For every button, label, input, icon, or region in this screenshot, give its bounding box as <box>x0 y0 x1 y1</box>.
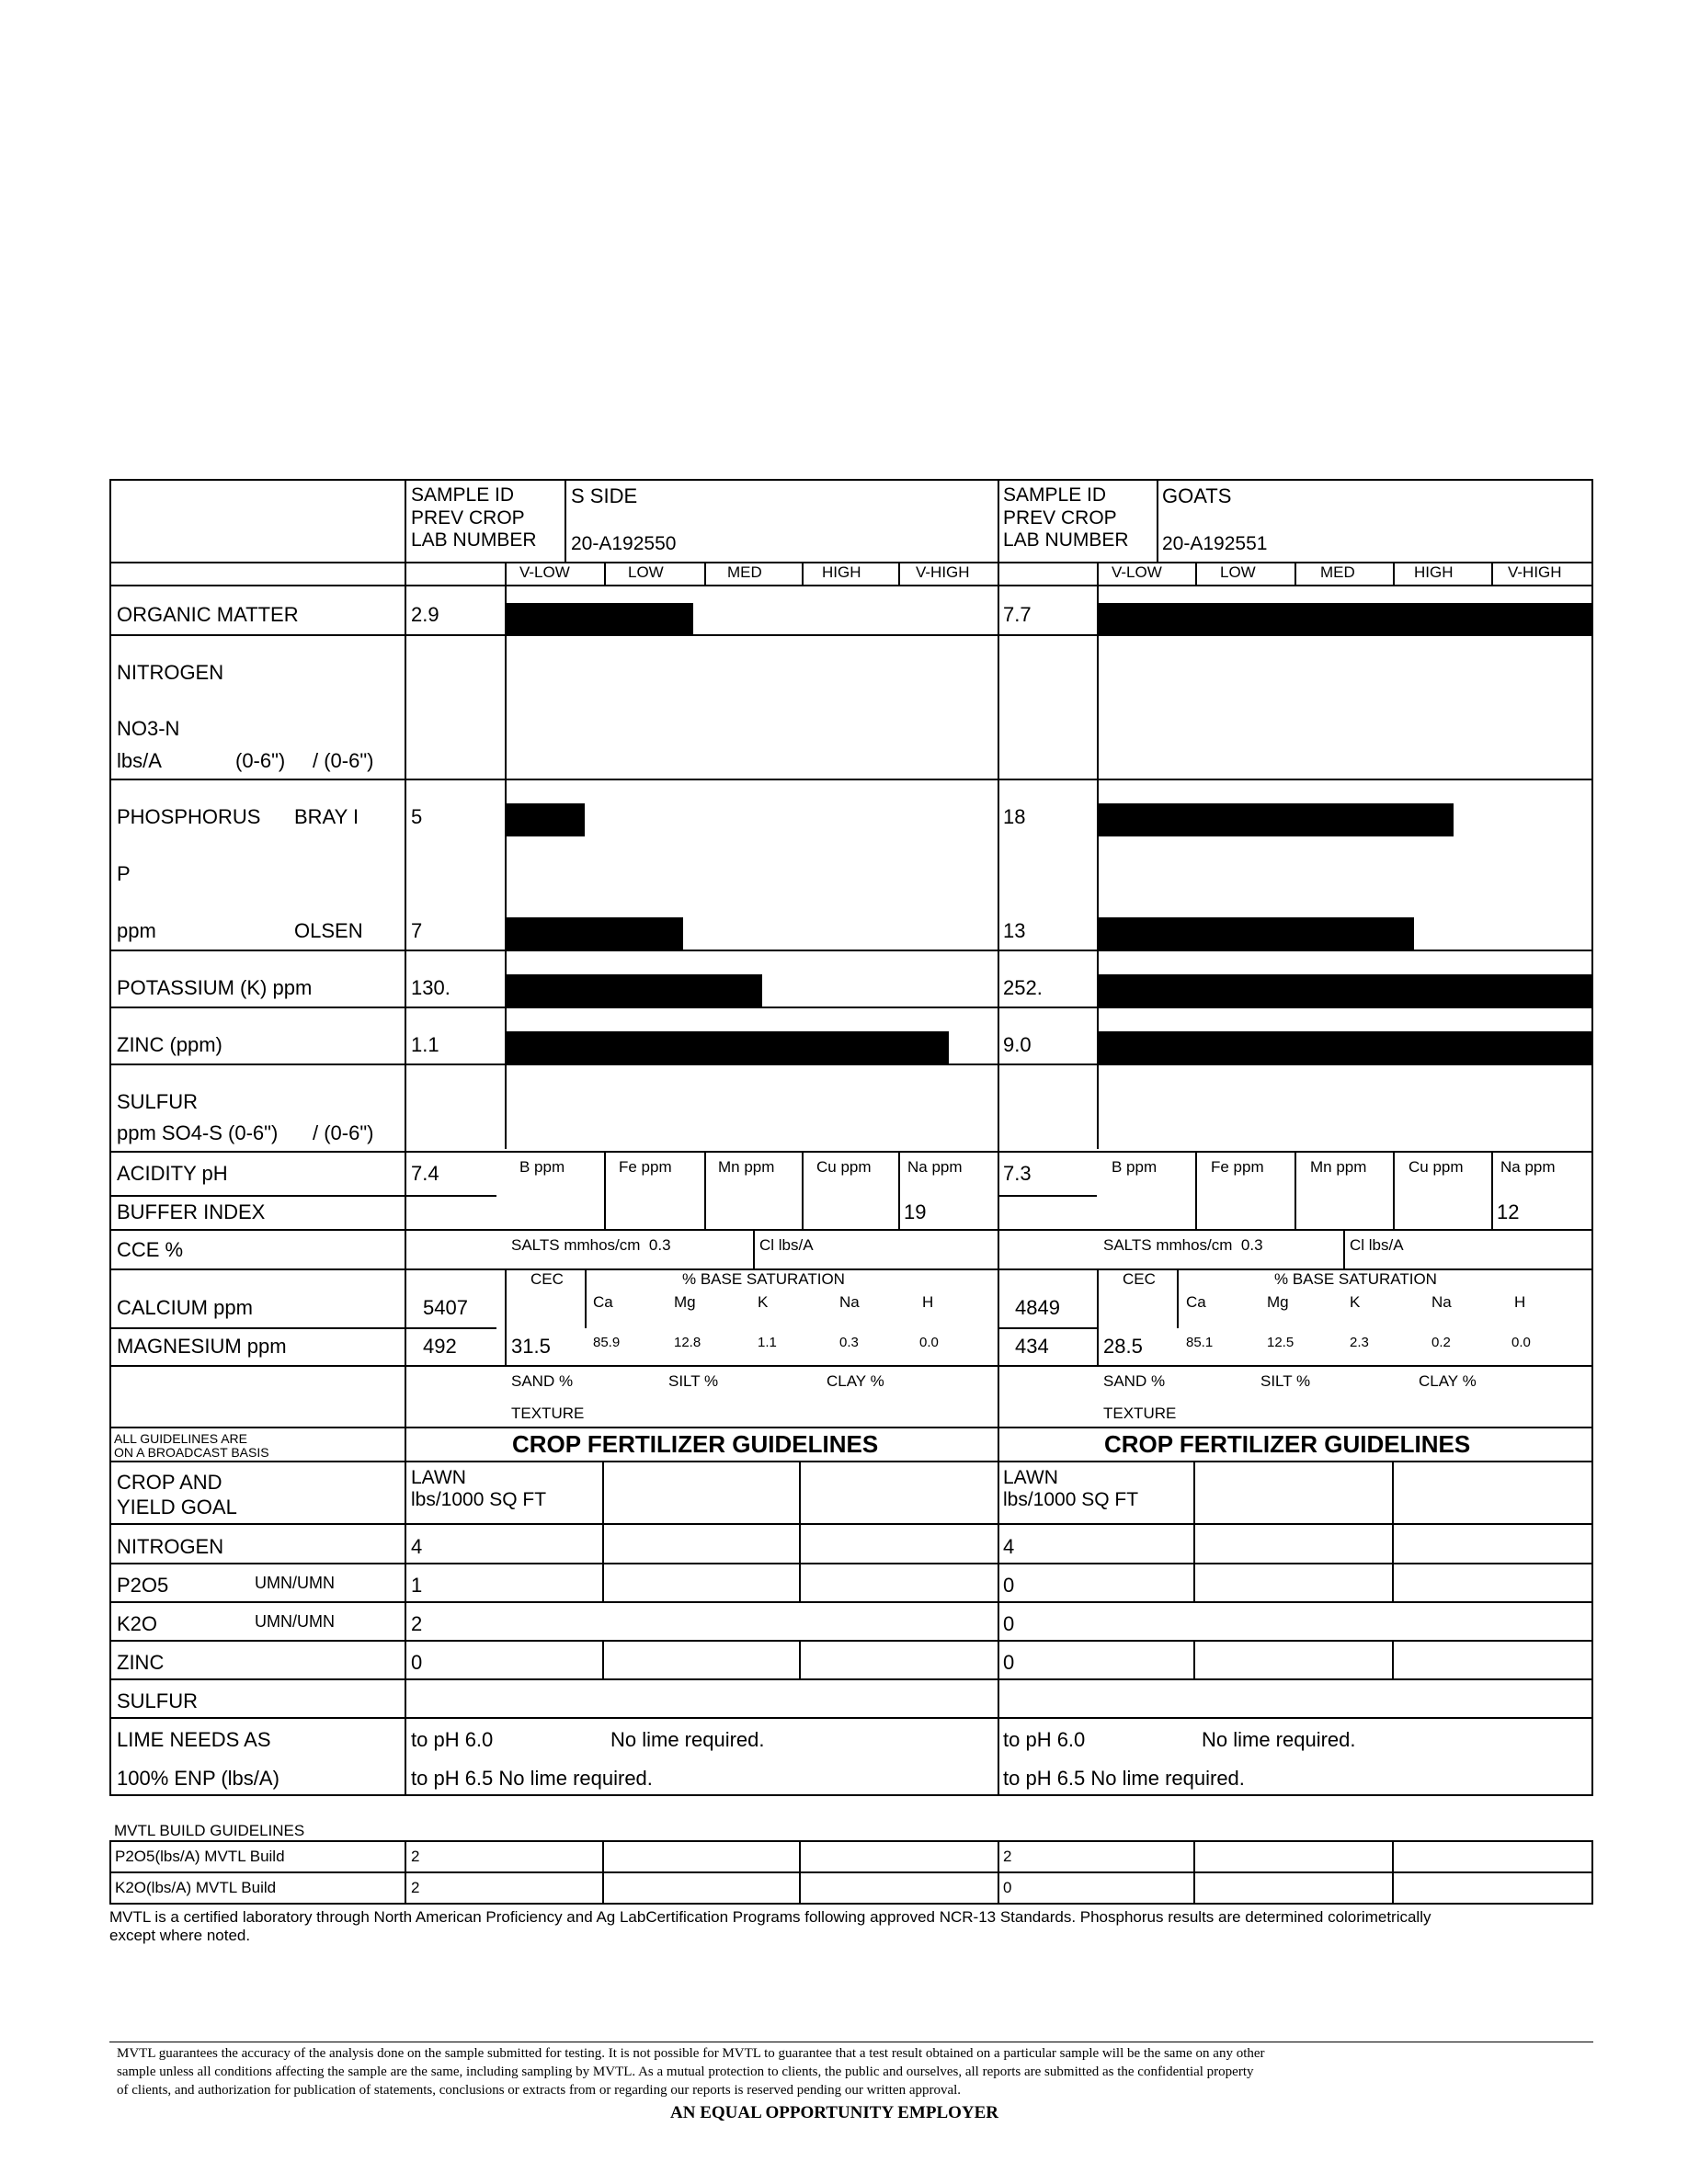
na-pct: 0.2 <box>1431 1335 1451 1350</box>
na-label: Na <box>1431 1293 1452 1311</box>
label-cce: CCE % <box>117 1238 184 1261</box>
salts-value: 0.3 <box>1240 1236 1263 1254</box>
build-p2o5-value: 2 <box>1003 1848 1012 1865</box>
lime-ph60-note: No lime required. <box>610 1728 765 1751</box>
lime-ph60-note: No lime required. <box>1202 1728 1356 1751</box>
level-bar <box>1099 917 1414 950</box>
k2o-rec: 0 <box>1003 1612 1015 1635</box>
na-ppm-label: Na ppm <box>1500 1158 1556 1176</box>
k-label: K <box>758 1293 769 1311</box>
mg-pct: 12.5 <box>1267 1335 1295 1350</box>
label-calcium: CALCIUM ppm <box>117 1296 253 1319</box>
na-ppm-value: 12 <box>1497 1200 1520 1223</box>
lab-number-label: LAB NUMBER <box>1003 529 1129 551</box>
lab-number-value: 20-A192550 <box>571 533 677 554</box>
level-vlow: V-LOW <box>519 563 570 581</box>
lime-ph65: to pH 6.5 No lime required. <box>411 1767 653 1790</box>
b-ppm-label: B ppm <box>519 1158 565 1176</box>
phos-bray-value: 5 <box>411 805 423 828</box>
label-sulfur-depth: / (0-6") <box>313 1121 374 1144</box>
level-bar <box>507 917 683 950</box>
base-sat-label: % BASE SATURATION <box>1274 1270 1437 1288</box>
build-p2o5-label: P2O5(lbs/A) MVTL Build <box>115 1848 285 1865</box>
level-high: HIGH <box>1414 563 1454 581</box>
salts-value: 0.3 <box>648 1236 671 1254</box>
build-k2o-label: K2O(lbs/A) MVTL Build <box>115 1879 277 1896</box>
potassium-value: 130. <box>411 976 451 999</box>
cec-value: 31.5 <box>511 1335 551 1358</box>
phos-olsen-value: 7 <box>411 919 423 942</box>
label-organic-matter: ORGANIC MATTER <box>117 603 299 626</box>
cu-ppm-label: Cu ppm <box>816 1158 872 1176</box>
crop-label-1: CROP AND <box>117 1471 222 1494</box>
prev-crop-label: PREV CROP <box>1003 507 1117 529</box>
organic-matter-value: 7.7 <box>1003 603 1032 626</box>
equal-opportunity: AN EQUAL OPPORTUNITY EMPLOYER <box>670 2103 999 2122</box>
label-no3n: NO3-N <box>117 717 180 740</box>
salts-label: SALTS mmhos/cm 0.3 <box>1103 1236 1263 1254</box>
zinc-value: 9.0 <box>1003 1033 1032 1056</box>
magnesium-value: 434 <box>1015 1335 1049 1358</box>
cec-label: CEC <box>530 1270 564 1288</box>
cl-label: Cl lbs/A <box>1350 1236 1404 1254</box>
k2o-rec: 2 <box>411 1612 423 1635</box>
build-p2o5-value: 2 <box>411 1848 420 1865</box>
fe-ppm-label: Fe ppm <box>1211 1158 1264 1176</box>
level-bar <box>507 1031 949 1064</box>
label-magnesium: MAGNESIUM ppm <box>117 1335 287 1358</box>
ca-label: Ca <box>1186 1293 1206 1311</box>
label-nitrogen: NITROGEN <box>117 661 224 684</box>
label-bray: BRAY I <box>294 805 359 828</box>
broadcast-note-1: ALL GUIDELINES ARE <box>114 1431 247 1446</box>
lime-label-1: LIME NEEDS AS <box>117 1728 271 1751</box>
label-phosphorus: PHOSPHORUS <box>117 805 261 828</box>
ca-pct: 85.1 <box>1186 1335 1214 1350</box>
level-low: LOW <box>1220 563 1256 581</box>
sulfur-label: SULFUR <box>117 1689 199 1712</box>
cec-label: CEC <box>1123 1270 1156 1288</box>
cec-value: 28.5 <box>1103 1335 1143 1358</box>
h-label: H <box>922 1293 934 1311</box>
zinc-rec: 0 <box>411 1651 423 1674</box>
lab-number-value: 20-A192551 <box>1162 533 1268 554</box>
label-depth1: (0-6") <box>235 749 286 772</box>
b-ppm-label: B ppm <box>1112 1158 1158 1176</box>
calcium-value: 4849 <box>1015 1296 1060 1319</box>
h-label: H <box>1514 1293 1526 1311</box>
texture-label: TEXTURE <box>511 1405 585 1422</box>
prev-crop-label: PREV CROP <box>411 507 525 529</box>
certification-text: MVTL is a certified laboratory through North American Proficiency and Ag LabCertification Programs following approved NCR-13 Standards. Phosphorus results are determined colorimetrically <box>109 1908 1431 1926</box>
sample-id-value: GOATS <box>1162 484 1232 507</box>
n-rec: 4 <box>411 1535 423 1558</box>
sand-label: SAND % <box>1103 1372 1166 1390</box>
phos-bray-value: 18 <box>1003 805 1026 828</box>
ca-pct: 85.9 <box>593 1335 621 1350</box>
mn-ppm-label: Mn ppm <box>1310 1158 1367 1176</box>
broadcast-note-2: ON A BROADCAST BASIS <box>114 1445 269 1460</box>
level-high: HIGH <box>822 563 861 581</box>
sample-id-label: SAMPLE ID <box>1003 484 1107 506</box>
ph-value: 7.4 <box>411 1162 439 1185</box>
level-med: MED <box>727 563 762 581</box>
label-p: P <box>117 862 131 885</box>
silt-label: SILT % <box>1260 1372 1311 1390</box>
na-ppm-label: Na ppm <box>907 1158 963 1176</box>
lime-ph60: to pH 6.0 <box>1003 1728 1086 1751</box>
p2o5-label: P2O5 <box>117 1574 169 1597</box>
level-bar <box>1099 603 1591 636</box>
yield-unit: lbs/1000 SQ FT <box>411 1489 547 1510</box>
level-vhigh: V-HIGH <box>916 563 970 581</box>
silt-label: SILT % <box>668 1372 719 1390</box>
na-label: Na <box>839 1293 860 1311</box>
sample-id-value: S SIDE <box>571 484 638 507</box>
label-ppm: ppm <box>117 919 156 942</box>
phos-olsen-value: 13 <box>1003 919 1026 942</box>
n-rec: 4 <box>1003 1535 1015 1558</box>
cu-ppm-label: Cu ppm <box>1409 1158 1464 1176</box>
build-title: MVTL BUILD GUIDELINES <box>114 1822 305 1839</box>
k2o-method: UMN/UMN <box>255 1612 335 1631</box>
sand-label: SAND % <box>511 1372 574 1390</box>
crop-value: LAWN <box>1003 1467 1058 1488</box>
crop-value: LAWN <box>411 1467 466 1488</box>
level-low: LOW <box>628 563 664 581</box>
potassium-value: 252. <box>1003 976 1043 999</box>
disclaimer-2: sample unless all conditions affecting the sample are the same, including sampling by MVTL. As a mutual protection to clients, the public and ourselves, all reports are submitted as the confidential property <box>117 2065 1254 2079</box>
p2o5-rec: 0 <box>1003 1574 1015 1597</box>
texture-label: TEXTURE <box>1103 1405 1177 1422</box>
disclaimer-1: MVTL guarantees the accuracy of the analysis done on the sample submitted for testing. It is not possible for MVTL to guarantee that a test result obtained on a particular sample will be the same on any other <box>117 2046 1265 2061</box>
cl-label: Cl lbs/A <box>759 1236 814 1254</box>
k-label: K <box>1350 1293 1361 1311</box>
label-sulfur: SULFUR <box>117 1090 199 1113</box>
p2o5-method: UMN/UMN <box>255 1574 335 1592</box>
clay-label: CLAY % <box>1419 1372 1477 1390</box>
level-vlow: V-LOW <box>1112 563 1162 581</box>
level-bar <box>507 803 585 836</box>
build-k2o-value: 2 <box>411 1879 420 1896</box>
level-bar <box>507 603 693 636</box>
label-buffer: BUFFER INDEX <box>117 1200 266 1223</box>
build-k2o-value: 0 <box>1003 1879 1012 1896</box>
level-bar <box>1099 974 1591 1007</box>
na-ppm-value: 19 <box>904 1200 927 1223</box>
ca-label: Ca <box>593 1293 613 1311</box>
yield-unit: lbs/1000 SQ FT <box>1003 1489 1139 1510</box>
k-pct: 2.3 <box>1350 1335 1369 1350</box>
ph-value: 7.3 <box>1003 1162 1032 1185</box>
level-med: MED <box>1320 563 1355 581</box>
fe-ppm-label: Fe ppm <box>619 1158 672 1176</box>
disclaimer-3: of clients, and authorization for publication of statements, conclusions or extracts from or regarding our reports is reserved pending our written approval. <box>117 2083 962 2098</box>
mg-label: Mg <box>1267 1293 1289 1311</box>
label-depth2: / (0-6") <box>313 749 374 772</box>
level-bar <box>507 974 762 1007</box>
zinc-rec: 0 <box>1003 1651 1015 1674</box>
magnesium-value: 492 <box>423 1335 457 1358</box>
label-zinc: ZINC (ppm) <box>117 1033 222 1056</box>
certification-text-2: except where noted. <box>109 1927 251 1944</box>
clay-label: CLAY % <box>827 1372 884 1390</box>
label-sulfur-sub: ppm SO4-S (0-6") <box>117 1121 279 1144</box>
crop-label-2: YIELD GOAL <box>117 1496 237 1519</box>
zinc-value: 1.1 <box>411 1033 439 1056</box>
sample-id-label: SAMPLE ID <box>411 484 515 506</box>
k-pct: 1.1 <box>758 1335 777 1350</box>
zinc-label: ZINC <box>117 1651 165 1674</box>
mn-ppm-label: Mn ppm <box>718 1158 775 1176</box>
h-pct: 0.0 <box>1511 1335 1531 1350</box>
label-lbsa: lbs/A <box>117 749 162 772</box>
lime-ph65: to pH 6.5 No lime required. <box>1003 1767 1245 1790</box>
label-acidity: ACIDITY pH <box>117 1162 228 1185</box>
level-bar <box>1099 1031 1591 1064</box>
level-bar <box>1099 803 1454 836</box>
lab-number-label: LAB NUMBER <box>411 529 537 551</box>
mg-pct: 12.8 <box>674 1335 701 1350</box>
guidelines-title: CROP FERTILIZER GUIDELINES <box>1104 1430 1471 1458</box>
base-sat-label: % BASE SATURATION <box>682 1270 845 1288</box>
h-pct: 0.0 <box>919 1335 939 1350</box>
salts-label: SALTS mmhos/cm 0.3 <box>511 1236 671 1254</box>
calcium-value: 5407 <box>423 1296 468 1319</box>
level-vhigh: V-HIGH <box>1508 563 1562 581</box>
k2o-label: K2O <box>117 1612 158 1635</box>
p2o5-rec: 1 <box>411 1574 423 1597</box>
organic-matter-value: 2.9 <box>411 603 439 626</box>
na-pct: 0.3 <box>839 1335 859 1350</box>
mg-label: Mg <box>674 1293 696 1311</box>
label-potassium: POTASSIUM (K) ppm <box>117 976 313 999</box>
guidelines-title: CROP FERTILIZER GUIDELINES <box>512 1430 879 1458</box>
label-olsen: OLSEN <box>294 919 363 942</box>
nitrogen-label: NITROGEN <box>117 1535 224 1558</box>
lime-label-2: 100% ENP (lbs/A) <box>117 1767 279 1790</box>
lime-ph60: to pH 6.0 <box>411 1728 494 1751</box>
